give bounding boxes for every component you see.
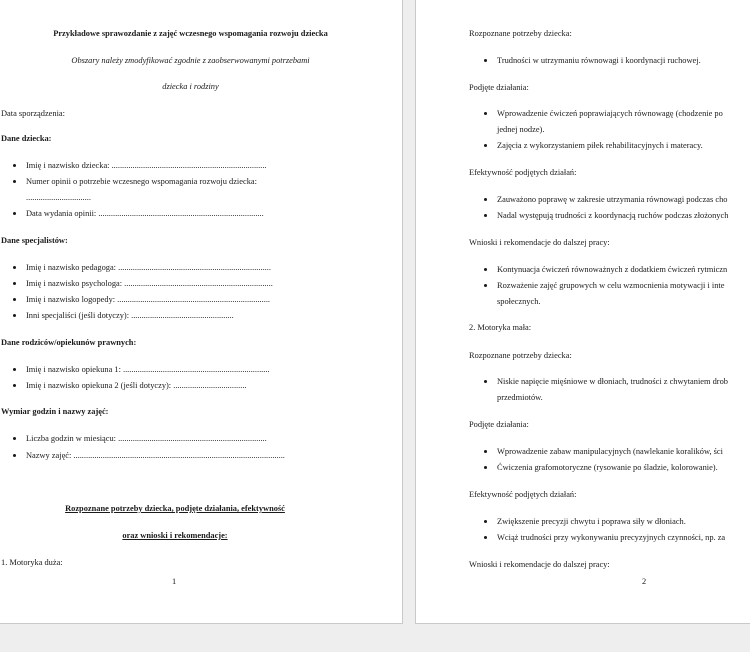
needs-item: Trudności w utrzymaniu równowagi i koordynacji ruchowej. <box>497 56 701 65</box>
effect-item: Wciąż trudności przy wykonywaniu precyzyjnych czynności, np. za <box>497 533 726 542</box>
actions-item: Wprowadzenie ćwiczeń poprawiających równowagę (chodzenie po <box>497 109 723 118</box>
document-title: Przykładowe sprawozdanie z zajęć wczesnego wspomagania rozwoju dziecka <box>53 29 328 38</box>
opinion-number-field: Numer opinii o potrzebie wczesnego wspomagania rozwoju dziecka: <box>26 177 257 186</box>
effect-label-1: Efektywność podjętych działań: <box>469 168 577 177</box>
needs-label-1: Rozpoznane potrzeby dziecka: <box>469 29 572 38</box>
actions-item-continuation: jednej nodze). <box>497 125 545 134</box>
hours-per-month-field: Liczba godzin w miesiącu: ....................................................................... <box>26 434 267 443</box>
child-data-heading: Dane dziecka: <box>1 134 52 143</box>
child-name-field: Imię i nazwisko dziecka: .......................................................................... <box>26 161 267 170</box>
needs-item-continuation: przedmiotów. <box>497 393 543 402</box>
conclusions-item: Kontynuacja ćwiczeń równoważnych z dodatkiem ćwiczeń rytmiczn <box>497 265 728 274</box>
hours-heading: Wymiar godzin i nazwy zajęć: <box>1 407 109 416</box>
gross-motor-heading: 1. Motoryka duża: <box>1 558 63 567</box>
psychologist-field: Imię i nazwisko psychologa: ....................................................................... <box>26 279 273 288</box>
document-page-2 <box>415 0 750 624</box>
opinion-number-dots: ............................... <box>26 193 91 202</box>
page-number-1: 1 <box>172 577 177 586</box>
conclusions-item-continuation: społecznych. <box>497 297 541 306</box>
actions-item: Ćwiczenia grafomotoryczne (rysowanie po śladzie, kolorowanie). <box>497 463 718 472</box>
opinion-date-field: Data wydania opinii: ............................................................................... <box>26 209 264 218</box>
effect-item: Nadal występują trudności z koordynacją ruchów podczas złożonych <box>497 211 729 220</box>
specialists-heading: Dane specjalistów: <box>1 236 68 245</box>
section-heading-line-2: oraz wnioski i rekomendacje: <box>122 531 228 540</box>
effect-label-2: Efektywność podjętych działań: <box>469 490 577 499</box>
conclusions-label-2: Wnioski i rekomendacje do dalszej pracy: <box>469 560 610 569</box>
class-names-field: Nazwy zajęć: ..................................................................................................... <box>26 451 285 460</box>
section-heading-line-1: Rozpoznane potrzeby dziecka, podjęte działania, efektywność <box>65 504 285 513</box>
parents-heading: Dane rodziców/opiekunów prawnych: <box>1 338 137 347</box>
effect-item: Zwiększenie precyzji chwytu i poprawa siły w dłoniach. <box>497 517 686 526</box>
needs-label-2: Rozpoznane potrzeby dziecka: <box>469 351 572 360</box>
conclusions-item: Rozważenie zajęć grupowych w celu wzmocnienia motywacji i inte <box>497 281 725 290</box>
document-note-line-2: dziecka i rodziny <box>162 82 219 91</box>
effect-item: Zauważono poprawę w zakresie utrzymania równowagi podczas cho <box>497 195 728 204</box>
pedagogue-field: Imię i nazwisko pedagoga: ......................................................................... <box>26 263 271 272</box>
actions-item: Zajęcia z wykorzystaniem piłek rehabilitacyjnych i materacy. <box>497 141 703 150</box>
guardian-1-field: Imię i nazwisko opiekuna 1: ...................................................................... <box>26 365 270 374</box>
actions-item: Wprowadzenie zabaw manipulacyjnych (nawlekanie koralików, ści <box>497 447 723 456</box>
date-label: Data sporządzenia: <box>1 109 65 118</box>
document-note-line-1: Obszary należy zmodyfikować zgodnie z zaobserwowanymi potrzebami <box>71 56 310 65</box>
other-specialists-field: Inni specjaliści (jeśli dotyczy): ................................................. <box>26 311 234 320</box>
actions-label-2: Podjęte działania: <box>469 420 529 429</box>
speech-therapist-field: Imię i nazwisko logopedy: ......................................................................... <box>26 295 271 304</box>
actions-label-1: Podjęte działania: <box>469 83 529 92</box>
page-number-2: 2 <box>642 577 647 586</box>
guardian-2-field: Imię i nazwisko opiekuna 2 (jeśli dotyczy): ................................... <box>26 381 247 390</box>
conclusions-label-1: Wnioski i rekomendacje do dalszej pracy: <box>469 238 610 247</box>
fine-motor-heading: 2. Motoryka mała: <box>469 323 532 332</box>
needs-item: Niskie napięcie mięśniowe w dłoniach, trudności z chwytaniem drob <box>497 377 728 386</box>
